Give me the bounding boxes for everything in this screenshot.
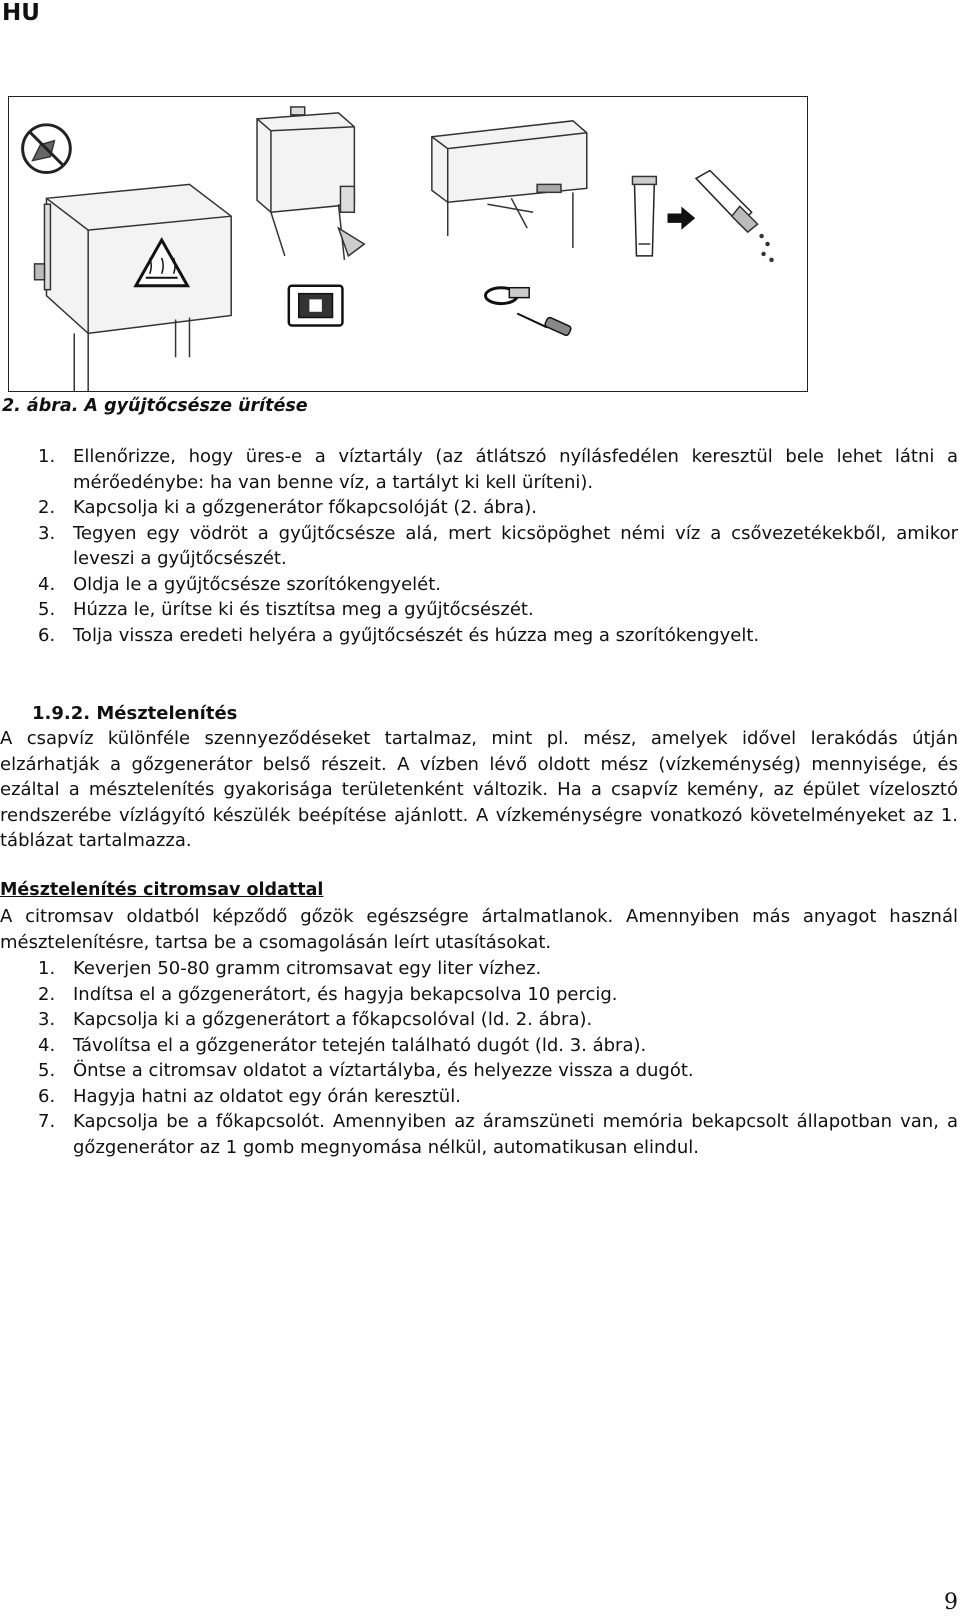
list-item-number: 1. <box>38 446 56 467</box>
no-hot-surface-symbol <box>23 125 71 173</box>
list-item <box>0 1007 958 1033</box>
drain-steps-list <box>0 444 958 648</box>
list-item <box>0 982 958 1008</box>
figure-drain-cup-illustration <box>8 96 808 392</box>
hose-clamp-icon <box>485 288 529 304</box>
page-number: 9 <box>944 1590 958 1615</box>
list-item-text: Öntse a citromsav oldatot a víztartályba, és helyezze vissza a dugót. <box>73 1060 694 1081</box>
list-item-text: Ellenőrizze, hogy üres-e a víztartály (az átlátszó nyílásfedélen keresztül bele lehet látni a mérőedénybe: ha van benne víz, a tartályt ki kell üríteni). <box>73 446 958 493</box>
list-item-number: 5. <box>38 1060 56 1081</box>
screwdriver-icon <box>517 314 572 337</box>
list-item-number: 3. <box>38 1009 56 1030</box>
list-item <box>0 1084 958 1110</box>
list-item <box>0 521 958 572</box>
list-item <box>0 495 958 521</box>
list-item-text: Kapcsolja ki a gőzgenerátor főkapcsolóját (2. ábra). <box>73 497 537 518</box>
list-item-text: Kapcsolja ki a gőzgenerátort a főkapcsolóval (ld. 2. ábra). <box>73 1009 593 1030</box>
generator-drawing-2 <box>257 107 364 260</box>
generator-drawing-3 <box>432 121 587 248</box>
list-item-number: 6. <box>38 1085 56 1107</box>
list-item-number: 7. <box>38 1111 56 1132</box>
descaling-steps-list <box>0 956 958 1160</box>
list-item <box>0 444 958 495</box>
list-item-text: Távolítsa el a gőzgenerátor tetején található dugót (ld. 3. ábra). <box>73 1034 647 1056</box>
list-item-text: Hagyja hatni az oldatot egy órán keresztül. <box>73 1085 461 1107</box>
list-item-number: 6. <box>38 624 56 646</box>
collection-cup-icon <box>632 176 656 255</box>
list-item-text: Keverjen 50-80 gramm citromsavat egy liter vízhez. <box>73 958 542 979</box>
list-item-text: Tolja vissza eredeti helyéra a gyűjtőcsészét és húzza meg a szorítókengyelt. <box>73 624 760 646</box>
section-heading: 1.9.2. Mésztelenítés <box>32 703 238 724</box>
list-item <box>0 1033 958 1059</box>
generator-drawing-1 <box>35 184 232 391</box>
section-paragraph: A csapvíz különféle szennyeződéseket tartalmaz, mint pl. mész, amelyek idővel lerakódás útján elzárhatják a gőzgenerátor belső részeit. A vízben lévő oldott mész (vízkeménység) mennyisége, és ezáltal a mésztelenítés gyakorisága területenként változik. Ha a csapvíz kemény, az épület vízelosztó rendszerébe vízlágyító készülék beépítése ajánlott. A vízkeménységre vonatkozó követelményeket az 1. táblázat tartalmazza. <box>0 728 958 851</box>
list-item-text: Oldja le a gyűjtőcsésze szorítókengyelét. <box>73 573 442 595</box>
list-item <box>0 572 958 598</box>
list-item <box>0 623 958 649</box>
language-label: HU <box>2 0 40 26</box>
list-item-number: 4. <box>38 1034 56 1056</box>
list-item-number: 3. <box>38 522 56 544</box>
list-item-number: 1. <box>38 958 56 979</box>
subsection-heading: Mésztelenítés citromsav oldattal <box>0 880 324 900</box>
list-item-text: Kapcsolja be a főkapcsolót. Amennyiben az áramszüneti memória bekapcsolt állapotban van, a gőzgenerátor az 1 gomb megnyomása nélkül, automatikusan elindul. <box>73 1111 958 1158</box>
main-switch-icon <box>289 286 343 326</box>
arrow-right-icon <box>668 208 694 228</box>
list-item <box>0 597 958 623</box>
list-item-number: 2. <box>38 497 56 518</box>
list-item-text: Húzza le, ürítse ki és tisztítsa meg a gyűjtőcsészét. <box>73 599 534 620</box>
list-item <box>0 1109 958 1160</box>
list-item-number: 5. <box>38 599 56 620</box>
subsection-paragraph: A citromsav oldatból képződő gőzök egészségre ártalmatlanok. Amennyiben más anyagot használ mésztelenítésre, tartsa be a csomagolásán leírt utasításokat. <box>0 906 958 953</box>
list-item-text: Indítsa el a gőzgenerátort, és hagyja bekapcsolva 10 percig. <box>73 983 618 1005</box>
list-item-number: 2. <box>38 983 56 1005</box>
list-item <box>0 1058 958 1084</box>
list-item-number: 4. <box>38 573 56 595</box>
emptied-cup-icon <box>696 171 773 262</box>
list-item <box>0 956 958 982</box>
figure-caption: 2. ábra. A gyűjtőcsésze ürítése <box>2 396 308 416</box>
list-item-text: Tegyen egy vödröt a gyűjtőcsésze alá, mert kicsöpöghet némi víz a csővezetékekből, amikor leveszi a gyűjtőcsészét. <box>73 522 958 569</box>
